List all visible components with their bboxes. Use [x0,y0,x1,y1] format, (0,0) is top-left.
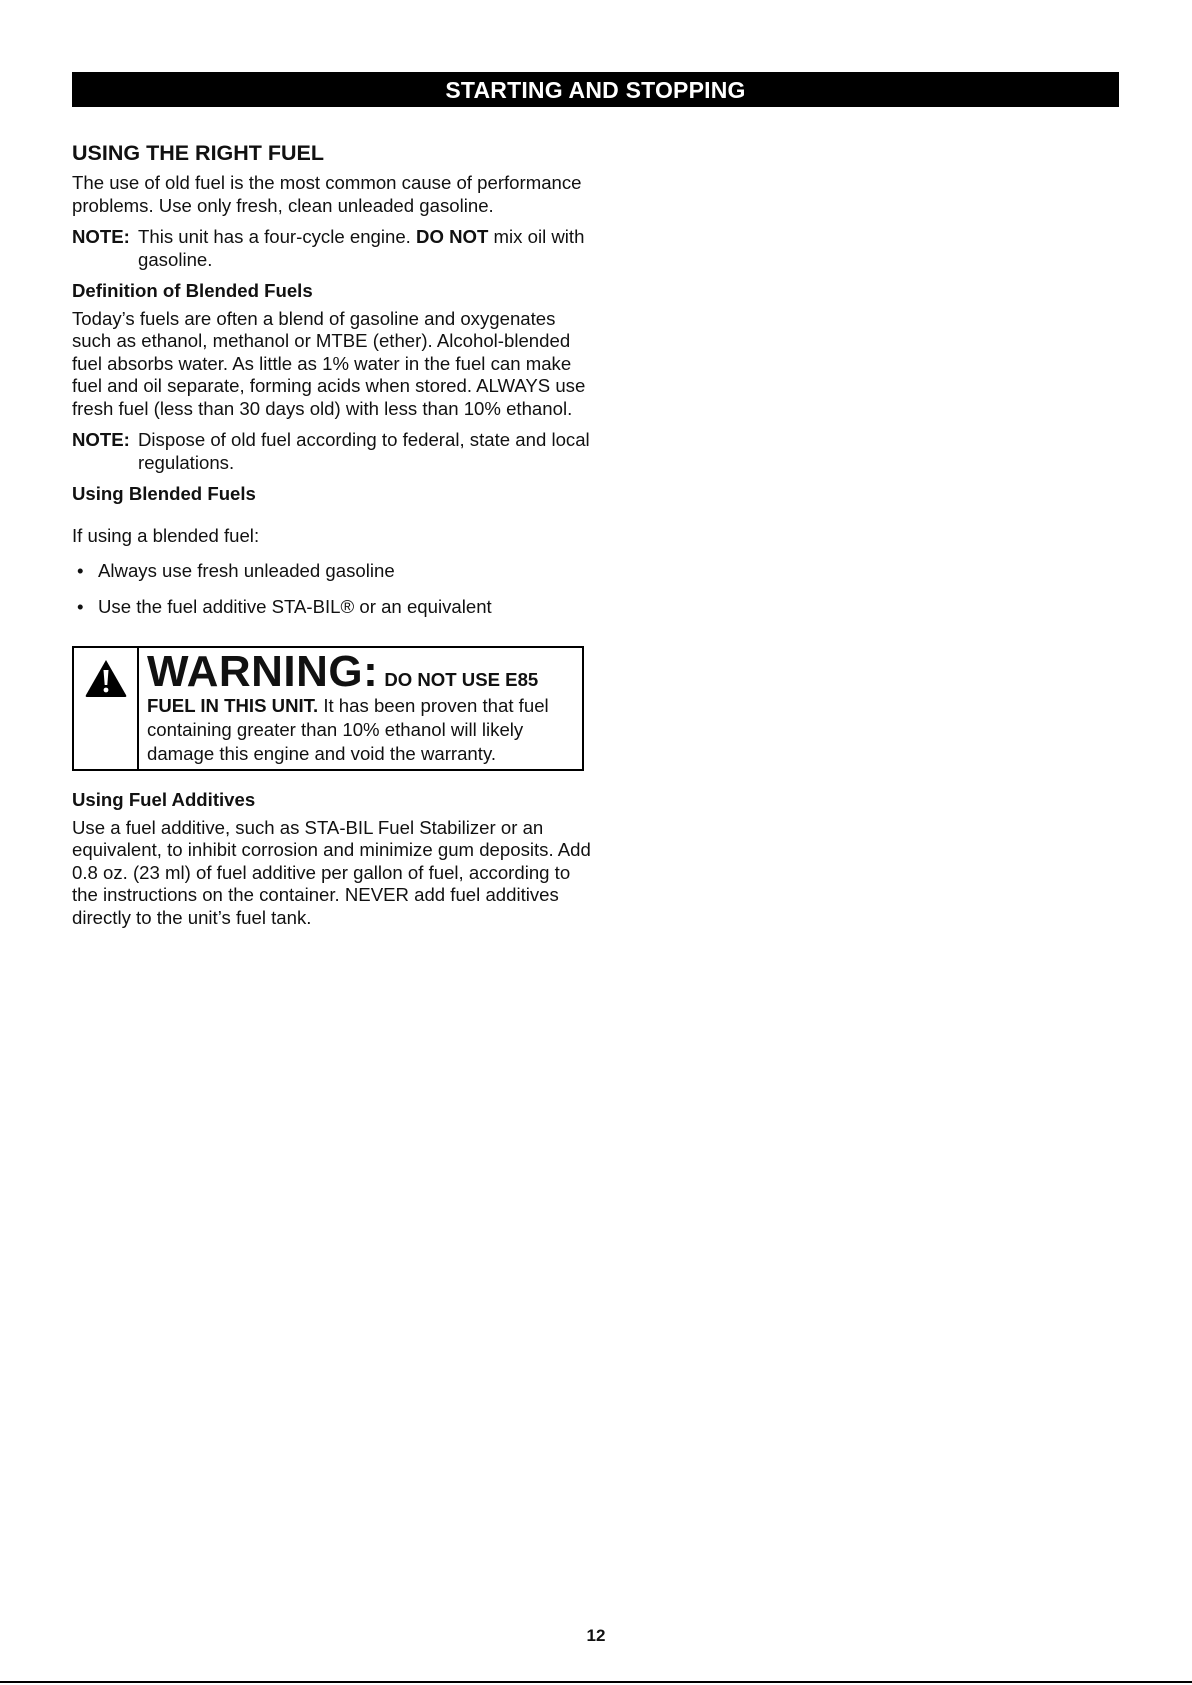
note-emphasis: DO NOT [416,226,489,247]
section-header-bar [72,72,1119,107]
fuel-additives-body: Use a fuel additive, such as STA-BIL Fuel Stabilizer or an equivalent, to inhibit corrosion and minimize gum deposits. Add 0.8 oz. (23 ml) of fuel additive per gallon of fuel, according to the instructions on the container. NEVER add fuel additives directly to the unit’s fuel tank. [72,816,591,928]
using-blended-heading: Using Blended Fuels [72,483,256,504]
note-text: Dispose of old fuel according to federal, state and local regulations. [138,429,590,473]
note-label: NOTE: [72,429,130,450]
note-text [138,226,592,271]
bullet-icon: • [77,560,84,581]
warning-body-text: It has been proven that fuel containing greater than 10% ethanol will likely damage this engine and void the warranty. [147,695,549,764]
warning-subtitle: DO NOT USE E85 [384,669,539,690]
blended-definition-body: Today’s fuels are often a blend of gasoline and oxygenates such as ethanol, methanol or MTBE (ether). Alcohol-blended fuel absorbs water. As little as 1% water in the fuel can make fuel and oil separate, forming acids when stored. ALWAYS use fresh fuel (less than 30 days old) with less than 10% ethanol. [72,307,586,419]
note-dispose [72,429,592,474]
list-item-text: Always use fresh unleaded gasoline [98,560,395,581]
list-item [72,560,592,583]
warning-box [72,646,584,771]
note-text-a: This unit has a four-cycle engine. [138,226,411,247]
note-text-b: mix oil with gasoline. [138,226,585,270]
fuel-additives-heading: Using Fuel Additives [72,789,256,810]
warning-title: WARNING: [147,647,379,696]
warning-icon-cell [74,648,139,769]
intro-paragraph: The use of old fuel is the most common cause of performance problems. Use only fresh, clean unleaded gasoline. [72,172,582,216]
note-four-cycle [72,226,592,271]
warning-emphasis: FUEL IN THIS UNIT. [147,695,319,716]
section-header-title: STARTING AND STOPPING [445,77,746,103]
list-item [72,596,592,619]
warning-title-line [147,647,574,696]
warning-body [139,648,582,769]
main-column [72,140,592,938]
bullet-icon: • [77,595,84,617]
using-blended-intro: If using a blended fuel: [72,524,260,546]
warning-triangle-icon [84,658,128,698]
blended-fuel-list [72,560,592,618]
warning-text [147,694,574,766]
page-number: 12 [586,1626,606,1645]
page-heading: USING THE RIGHT FUEL [72,141,325,165]
note-label: NOTE: [72,226,130,247]
blended-definition-heading: Definition of Blended Fuels [72,280,313,301]
list-item-text: Use the fuel additive STA-BIL® or an equivalent [98,595,492,617]
bottom-rule [0,1681,1192,1683]
